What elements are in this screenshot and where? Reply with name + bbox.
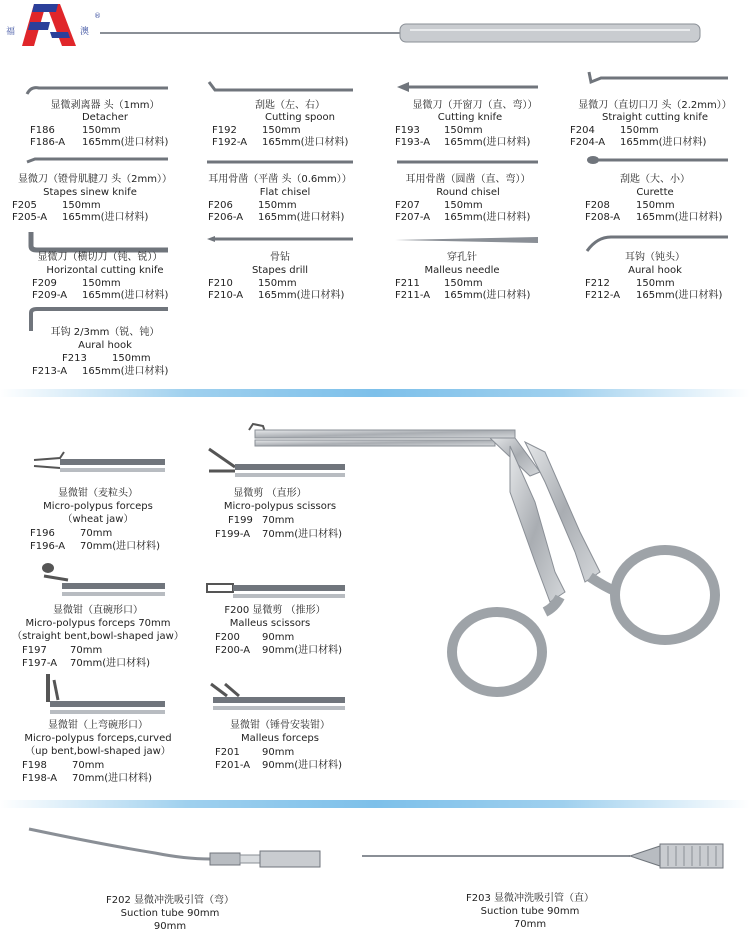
item-en: Flat chisel — [259, 187, 311, 198]
section-divider — [0, 389, 750, 397]
forceps-length: 70mm(进口材料) — [70, 658, 151, 669]
item-zh: 刮匙（左、右） — [255, 100, 325, 111]
item-code: F186 — [30, 125, 55, 136]
flat-chisel-image — [205, 156, 355, 168]
item-length: 150mm — [620, 125, 659, 136]
item-zh: 显微刀（直切口刀 头（2.2mm）） — [578, 100, 732, 111]
forceps-length: 70mm(进口材料) — [80, 541, 161, 552]
item-zh: 显微刀（开窗刀（直、弯）） — [412, 100, 538, 111]
forceps-zh: 显微钳（上弯碗形口） — [48, 720, 148, 731]
item-zh: 耳钩（钝头） — [625, 252, 685, 263]
tube-length: 90mm — [153, 921, 187, 932]
item-zh: 耳用骨凿（平凿 头（0.6mm）） — [208, 174, 352, 185]
item-length: 165mm(进口材料) — [444, 212, 531, 223]
item-code: F209-A — [32, 290, 68, 301]
stapes-drill-image — [205, 233, 355, 245]
item-length: 150mm — [82, 278, 121, 289]
tube-zh: F203 显微冲洗吸引管（直） — [465, 893, 595, 904]
item-length: 150mm — [82, 125, 121, 136]
horizontal-cutting-knife-image — [25, 230, 170, 254]
logo-registered: ® — [94, 12, 101, 20]
suction-tube-curved-image — [25, 825, 325, 875]
forceps-length: 70mm — [70, 645, 103, 656]
forceps-zh: 显微钳（直碗形口） — [53, 605, 143, 616]
item-code: F207 — [395, 200, 420, 211]
item-code: F208-A — [585, 212, 621, 223]
tube-en: Suction tube 90mm — [120, 908, 220, 919]
forceps-en2: （straight bent,bowl-shaped jaw） — [12, 631, 184, 642]
item-en: Stapes sinew knife — [43, 187, 137, 198]
item-code: F204 — [570, 125, 595, 136]
forceps-code: F197 — [22, 645, 47, 656]
forceps-en: Micro-polypus forceps — [43, 501, 153, 512]
round-chisel-image — [395, 156, 540, 168]
item-length: 165mm(进口材料) — [444, 137, 531, 148]
item-length: 150mm — [444, 125, 483, 136]
bowl-jaw-forceps-image — [38, 560, 165, 600]
forceps-en2: （wheat jaw） — [62, 514, 134, 525]
item-code: F209 — [32, 278, 57, 289]
forceps-zh: 显微钳（麦粒头） — [58, 488, 138, 499]
item-length: 150mm — [62, 200, 101, 211]
item-code: F205-A — [12, 212, 48, 223]
item-code: F212 — [585, 278, 610, 289]
forceps-length: 70mm — [80, 528, 113, 539]
section-divider — [0, 800, 750, 808]
item-length: 165mm(进口材料) — [82, 137, 169, 148]
item-zh: 耳钩 2/3mm（锐、钝） — [50, 327, 160, 338]
item-zh: 骨钻 — [270, 252, 290, 263]
item-length: 150mm — [444, 200, 483, 211]
stapes-sinew-knife-image — [25, 156, 170, 168]
item-length: 150mm — [636, 200, 675, 211]
forceps-code: F198-A — [22, 773, 58, 784]
item-length: 165mm(进口材料) — [636, 290, 723, 301]
wheat-jaw-forceps-image — [30, 448, 165, 484]
item-code: F206-A — [208, 212, 244, 223]
item-code: F186-A — [30, 137, 66, 148]
cutting-knife-image — [395, 80, 540, 94]
forceps-code: F200-A — [215, 645, 251, 656]
forceps-length: 70mm(进口材料) — [72, 773, 153, 784]
item-zh: 耳用骨凿（圆凿（直、弯）） — [405, 174, 531, 185]
item-en: Cutting knife — [437, 112, 503, 123]
forceps-code: F199 — [228, 515, 253, 526]
forceps-length: 90mm — [262, 632, 295, 643]
item-length: 165mm(进口材料) — [82, 366, 169, 377]
forceps-en: Malleus forceps — [241, 733, 319, 744]
item-code: F211 — [395, 278, 420, 289]
item-zh: 显微刀（镫骨肌腱刀 头（2mm）） — [17, 174, 173, 185]
item-zh: 显微剥离器 头（1mm） — [50, 100, 160, 111]
forceps-length: 70mm — [262, 515, 295, 526]
item-en: Aural hook — [78, 340, 132, 351]
item-code: F192 — [212, 125, 237, 136]
forceps-code: F197-A — [22, 658, 58, 669]
item-code: F210 — [208, 278, 233, 289]
item-code: F192-A — [212, 137, 248, 148]
forceps-code: F198 — [22, 760, 47, 771]
item-code: F193-A — [395, 137, 431, 148]
item-length: 150mm — [636, 278, 675, 289]
forceps-zh: F200 显微剪 （推形） — [224, 605, 326, 616]
item-code: F208 — [585, 200, 610, 211]
tube-en: Suction tube 90mm — [480, 906, 580, 917]
forceps-zh: 显微钳（锤骨安装钳） — [230, 720, 330, 731]
item-length: 150mm — [262, 125, 301, 136]
item-en: Horizontal cutting knife — [46, 265, 164, 276]
item-en: Detacher — [81, 112, 128, 123]
item-en: Straight cutting knife — [602, 112, 708, 123]
curved-bowl-jaw-forceps-image — [38, 672, 165, 716]
item-code: F212-A — [585, 290, 621, 301]
item-en: Aural hook — [628, 265, 682, 276]
forceps-code: F201-A — [215, 760, 251, 771]
item-zh: 刮匙（大、小） — [620, 174, 690, 185]
brand-logo — [6, 2, 101, 48]
forceps-length: 90mm — [262, 747, 295, 758]
item-length: 165mm(进口材料) — [620, 137, 707, 148]
instrument-top-image — [100, 18, 710, 48]
item-length: 150mm — [112, 353, 151, 364]
item-code: F206 — [208, 200, 233, 211]
forceps-length: 70mm — [72, 760, 105, 771]
forceps-code: F196-A — [30, 541, 66, 552]
item-zh: 穿孔针 — [447, 252, 477, 263]
item-length: 165mm(进口材料) — [258, 290, 345, 301]
forceps-en: Micro-polypus forceps,curved — [24, 733, 172, 744]
forceps-en: Malleus scissors — [229, 618, 311, 629]
forceps-length: 90mm(进口材料) — [262, 645, 343, 656]
item-zh: 显微刀（横切刀（钝、锐）） — [37, 252, 163, 263]
item-code: F207-A — [395, 212, 431, 223]
item-length: 165mm(进口材料) — [62, 212, 149, 223]
item-length: 165mm(进口材料) — [444, 290, 531, 301]
item-en: Malleus needle — [424, 265, 500, 276]
forceps-code: F201 — [215, 747, 240, 758]
cutting-spoon-image — [205, 78, 355, 94]
forceps-code: F196 — [30, 528, 55, 539]
tube-length: 70mm — [513, 919, 547, 930]
logo-left-char: 福 — [6, 27, 16, 37]
item-code: F210-A — [208, 290, 244, 301]
forceps-code: F200 — [215, 632, 240, 643]
item-length: 150mm — [258, 278, 297, 289]
forceps-zh: 显微剪 （直形） — [233, 488, 307, 499]
straight-cutting-knife-image — [585, 70, 730, 88]
detacher-image — [25, 84, 170, 98]
forceps-en: Micro-polypus scissors — [223, 501, 337, 512]
item-code: F205 — [12, 200, 37, 211]
item-length: 165mm(进口材料) — [258, 212, 345, 223]
curette-image — [585, 153, 730, 167]
malleus-needle-image — [395, 236, 540, 244]
item-length: 165mm(进口材料) — [82, 290, 169, 301]
item-length: 165mm(进口材料) — [262, 137, 349, 148]
large-forceps-image — [245, 412, 730, 712]
tube-zh: F202 显微冲洗吸引管（弯） — [105, 895, 235, 906]
item-code: F193 — [395, 125, 420, 136]
forceps-en: Micro-polypus forceps 70mm — [25, 618, 171, 629]
forceps-code: F199-A — [215, 529, 251, 540]
item-en: Curette — [636, 187, 674, 198]
forceps-en2: （up bent,bowl-shaped jaw） — [25, 746, 171, 757]
item-code: F213-A — [32, 366, 68, 377]
item-en: Round chisel — [436, 187, 500, 198]
logo-right-char: 澳 — [80, 27, 90, 37]
item-length: 165mm(进口材料) — [636, 212, 723, 223]
item-length: 150mm — [444, 278, 483, 289]
forceps-length: 70mm(进口材料) — [262, 529, 343, 540]
item-code: F211-A — [395, 290, 431, 301]
item-length: 150mm — [258, 200, 297, 211]
item-en: Cutting spoon — [265, 112, 335, 123]
forceps-length: 90mm(进口材料) — [262, 760, 343, 771]
suction-tube-straight-image — [360, 838, 725, 874]
item-code: F213 — [62, 353, 87, 364]
item-en: Stapes drill — [251, 265, 309, 276]
item-code: F204-A — [570, 137, 606, 148]
